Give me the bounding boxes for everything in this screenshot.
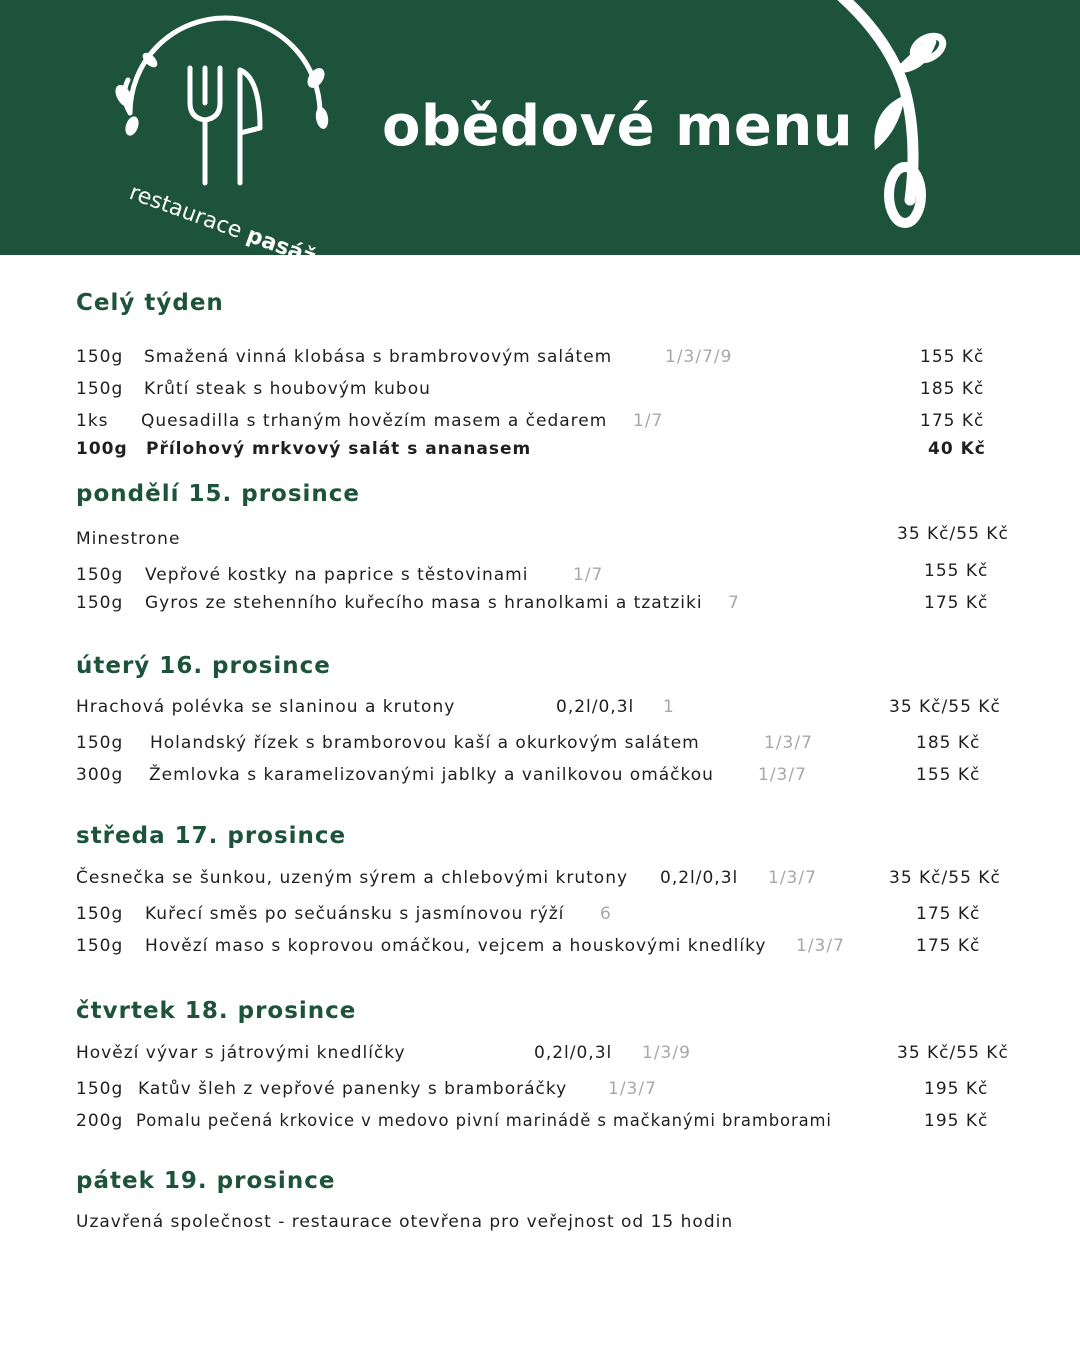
- section-heading-monday: pondělí 15. prosince: [76, 481, 361, 507]
- thursday-item-2-name: Pomalu pečená krkovice v medovo pivní marinádě s mačkanými bramborami: [136, 1111, 832, 1130]
- tuesday-soup-price: 35 Kč/55 Kč: [889, 697, 1001, 717]
- week-item-4-price: 40 Kč: [928, 439, 986, 459]
- restaurant-logo: [110, 18, 340, 271]
- wednesday-soup-volume: 0,2l/0,3l: [660, 868, 739, 888]
- week-item-1-allergens: 1/3/7/9: [665, 347, 733, 367]
- week-item-3-name: Quesadilla s trhaným hovězím masem a čedarem: [141, 411, 608, 431]
- thursday-soup-volume: 0,2l/0,3l: [534, 1043, 613, 1063]
- tuesday-soup-name: Hrachová polévka se slaninou a krutony: [76, 697, 456, 717]
- friday-note: Uzavřená společnost - restaurace otevřena pro veřejnost od 15 hodin: [76, 1212, 734, 1232]
- week-item-4-name: Přílohový mrkvový salát s ananasem: [146, 439, 532, 459]
- week-item-3-qty: 1ks: [76, 411, 109, 431]
- monday-item-1-qty: 150g: [76, 565, 124, 585]
- monday-item-2-price: 175 Kč: [924, 593, 989, 613]
- fork-knife-icon: [190, 68, 260, 183]
- week-item-3-allergens: 1/7: [633, 411, 664, 431]
- wednesday-item-2-qty: 150g: [76, 936, 124, 956]
- tuesday-item-1-name: Holandský řízek s bramborovou kaší a okurkovým salátem: [150, 733, 700, 753]
- section-heading-week: Celý týden: [76, 290, 224, 316]
- wednesday-soup-allergens: 1/3/7: [768, 868, 817, 888]
- section-heading-friday: pátek 19. prosince: [76, 1168, 336, 1194]
- monday-item-1-allergens: 1/7: [573, 565, 604, 585]
- thursday-soup-name: Hovězí vývar s játrovými knedlíčky: [76, 1043, 406, 1063]
- tuesday-soup-allergens: 1: [663, 697, 675, 717]
- tuesday-item-1-qty: 150g: [76, 733, 124, 753]
- week-item-3-price: 175 Kč: [920, 411, 985, 431]
- monday-item-2-name: Gyros ze stehenního kuřecího masa s hranolkami a tzatziki: [145, 593, 703, 613]
- wednesday-item-2-name: Hovězí maso s koprovou omáčkou, vejcem a houskovými knedlíky: [145, 936, 767, 956]
- monday-item-2-qty: 150g: [76, 593, 124, 613]
- thursday-item-1-allergens: 1/3/7: [608, 1079, 657, 1099]
- thursday-item-1-name: Katův šleh z vepřové panenky s bramboráčky: [138, 1079, 568, 1099]
- wednesday-item-2-price: 175 Kč: [916, 936, 981, 956]
- monday-item-1-name: Vepřové kostky na paprice s těstovinami: [145, 565, 529, 585]
- tuesday-item-2-qty: 300g: [76, 765, 124, 785]
- tuesday-soup-volume: 0,2l/0,3l: [556, 697, 635, 717]
- week-item-1-price: 155 Kč: [920, 347, 985, 367]
- menu-header: [0, 0, 1080, 271]
- section-heading-wednesday: středa 17. prosince: [76, 823, 347, 849]
- wednesday-soup-price: 35 Kč/55 Kč: [889, 868, 1001, 888]
- week-item-4-qty: 100g: [76, 439, 128, 459]
- section-heading-tuesday: úterý 16. prosince: [76, 653, 331, 679]
- thursday-soup-price: 35 Kč/55 Kč: [897, 1043, 1009, 1063]
- week-item-1-qty: 150g: [76, 347, 124, 367]
- monday-item-1-price: 155 Kč: [924, 561, 989, 581]
- wednesday-item-1-price: 175 Kč: [916, 904, 981, 924]
- monday-soup-name: Minestrone: [76, 529, 181, 549]
- tuesday-item-2-allergens: 1/3/7: [758, 765, 807, 785]
- week-item-1-name: Smažená vinná klobása s brambrovovým salátem: [144, 347, 613, 367]
- tuesday-item-1-price: 185 Kč: [916, 733, 981, 753]
- tuesday-item-1-allergens: 1/3/7: [764, 733, 813, 753]
- wednesday-item-1-qty: 150g: [76, 904, 124, 924]
- thursday-item-2-qty: 200g: [76, 1111, 124, 1131]
- week-item-2-qty: 150g: [76, 379, 124, 399]
- wednesday-item-2-allergens: 1/3/7: [796, 936, 845, 956]
- wednesday-item-1-name: Kuřecí směs po sečuánsku s jasmínovou rýží: [145, 904, 565, 924]
- tuesday-item-2-name: Žemlovka s karamelizovanými jablky a vanilkovou omáčkou: [149, 765, 714, 785]
- thursday-item-1-price: 195 Kč: [924, 1079, 989, 1099]
- wednesday-soup-name: Česnečka se šunkou, uzeným sýrem a chlebovými krutony: [76, 868, 629, 888]
- section-heading-thursday: čtvrtek 18. prosince: [76, 998, 357, 1024]
- tuesday-item-2-price: 155 Kč: [916, 765, 981, 785]
- thursday-item-2-price: 195 Kč: [924, 1111, 989, 1131]
- monday-item-2-allergens: 7: [728, 593, 740, 613]
- week-item-2-name: Krůtí steak s houbovým kubou: [144, 379, 431, 399]
- week-item-2-price: 185 Kč: [920, 379, 985, 399]
- thursday-soup-allergens: 1/3/9: [642, 1043, 691, 1063]
- monday-soup-price: 35 Kč/55 Kč: [897, 524, 1009, 544]
- leaf-vine-icon: [820, 0, 980, 240]
- wednesday-item-1-allergens: 6: [600, 904, 612, 924]
- thursday-item-1-qty: 150g: [76, 1079, 124, 1099]
- page-title: obědové menu: [382, 94, 854, 159]
- logo-text: restaurace pasáž: [125, 180, 319, 271]
